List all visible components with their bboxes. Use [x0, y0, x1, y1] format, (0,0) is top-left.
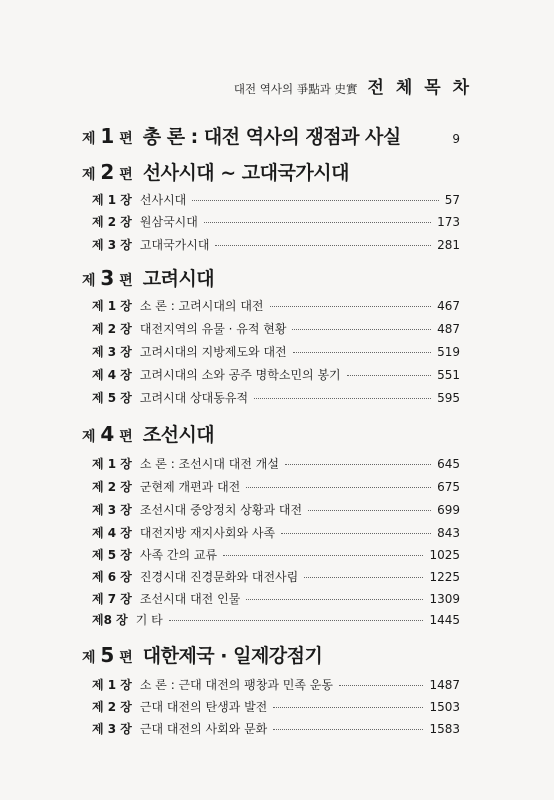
dot-leader [273, 707, 423, 708]
chapter-row: 제 1 장 소 론 : 고려시대의 대전 467 [92, 299, 460, 313]
dot-leader [285, 464, 431, 465]
chapter-row: 제 3 장 근대 대전의 사회와 문화 1583 [92, 722, 460, 736]
chapter-row: 제 1 장 소 론 : 근대 대전의 팽창과 민족 운동 1487 [92, 678, 460, 692]
chapter-row: 제 2 장 근대 대전의 탄생과 발전 1503 [92, 700, 460, 714]
chapter-row: 제 2 장 원삼국시대 173 [92, 215, 460, 229]
part-title: 총 론 : 대전 역사의 쟁점과 사실 [142, 126, 401, 148]
chapter-row: 제 1 장 소 론 : 조선시대 대전 개설 645 [92, 457, 460, 471]
chapter-row: 제 2 장 군현제 개편과 대전 675 [92, 480, 460, 494]
dot-leader [292, 329, 431, 330]
part-label: 제 5 편 [82, 643, 133, 667]
dot-leader [246, 599, 423, 600]
dot-leader [246, 487, 431, 488]
chapter-row: 제 3 장 조선시대 중앙정치 상황과 대전 699 [92, 503, 460, 517]
dot-leader [347, 375, 431, 376]
dot-leader [339, 685, 424, 686]
dot-leader [308, 510, 431, 511]
chapter-row: 제 4 장 대전지방 재지사회와 사족 843 [92, 526, 460, 540]
dot-leader [169, 620, 424, 621]
book-subtitle: 대전 역사의 爭點과 史實 [233, 82, 358, 96]
toc-title: 전 체 목 차 [367, 78, 472, 98]
dot-leader [304, 577, 423, 578]
dot-leader [192, 200, 438, 201]
chapter-row: 제 4 장 고려시대의 소와 공주 명학소민의 봉기 551 [92, 368, 460, 382]
chapter-row: 제 7 장 조선시대 대전 인물 1309 [92, 592, 460, 606]
part-title: 대한제국 · 일제강점기 [142, 645, 323, 667]
part-label: 제 1 편 [82, 124, 133, 148]
chapter-row: 제 6 장 진경시대 진경문화와 대전사림 1225 [92, 570, 460, 584]
chapter-row: 제 5 장 사족 간의 교류 1025 [92, 548, 460, 562]
part-page: 9 [452, 132, 460, 146]
dot-leader [223, 555, 423, 556]
part-label: 제 4 편 [82, 422, 133, 446]
part-label: 제 3 편 [82, 266, 133, 290]
part-3 [82, 264, 460, 291]
chapter-row: 제8 장 기 타 1445 [92, 613, 460, 627]
chapter-row: 제 1 장 선사시대 57 [92, 193, 460, 207]
dot-leader [273, 729, 423, 730]
page-header [234, 73, 472, 98]
part-title: 조선시대 [142, 424, 215, 446]
part-title: 선사시대 ~ 고대국가시대 [142, 162, 349, 184]
chapter-row: 제 3 장 고대국가시대 281 [92, 238, 460, 252]
part-title: 고려시대 [142, 268, 215, 290]
dot-leader [215, 245, 431, 246]
dot-leader [204, 222, 431, 223]
chapter-row: 제 2 장 대전지역의 유물 · 유적 현황 487 [92, 322, 460, 336]
chapter-row: 제 3 장 고려시대의 지방제도와 대전 519 [92, 345, 460, 359]
dot-leader [254, 398, 431, 399]
part-4 [82, 420, 460, 447]
chapter-row: 제 5 장 고려시대 상대동유적 595 [92, 391, 460, 405]
dot-leader [270, 306, 432, 307]
part-label: 제 2 편 [82, 160, 133, 184]
part-2 [82, 158, 460, 185]
part-1 [82, 122, 460, 149]
part-5 [82, 641, 460, 668]
dot-leader [281, 533, 431, 534]
dot-leader [293, 352, 431, 353]
